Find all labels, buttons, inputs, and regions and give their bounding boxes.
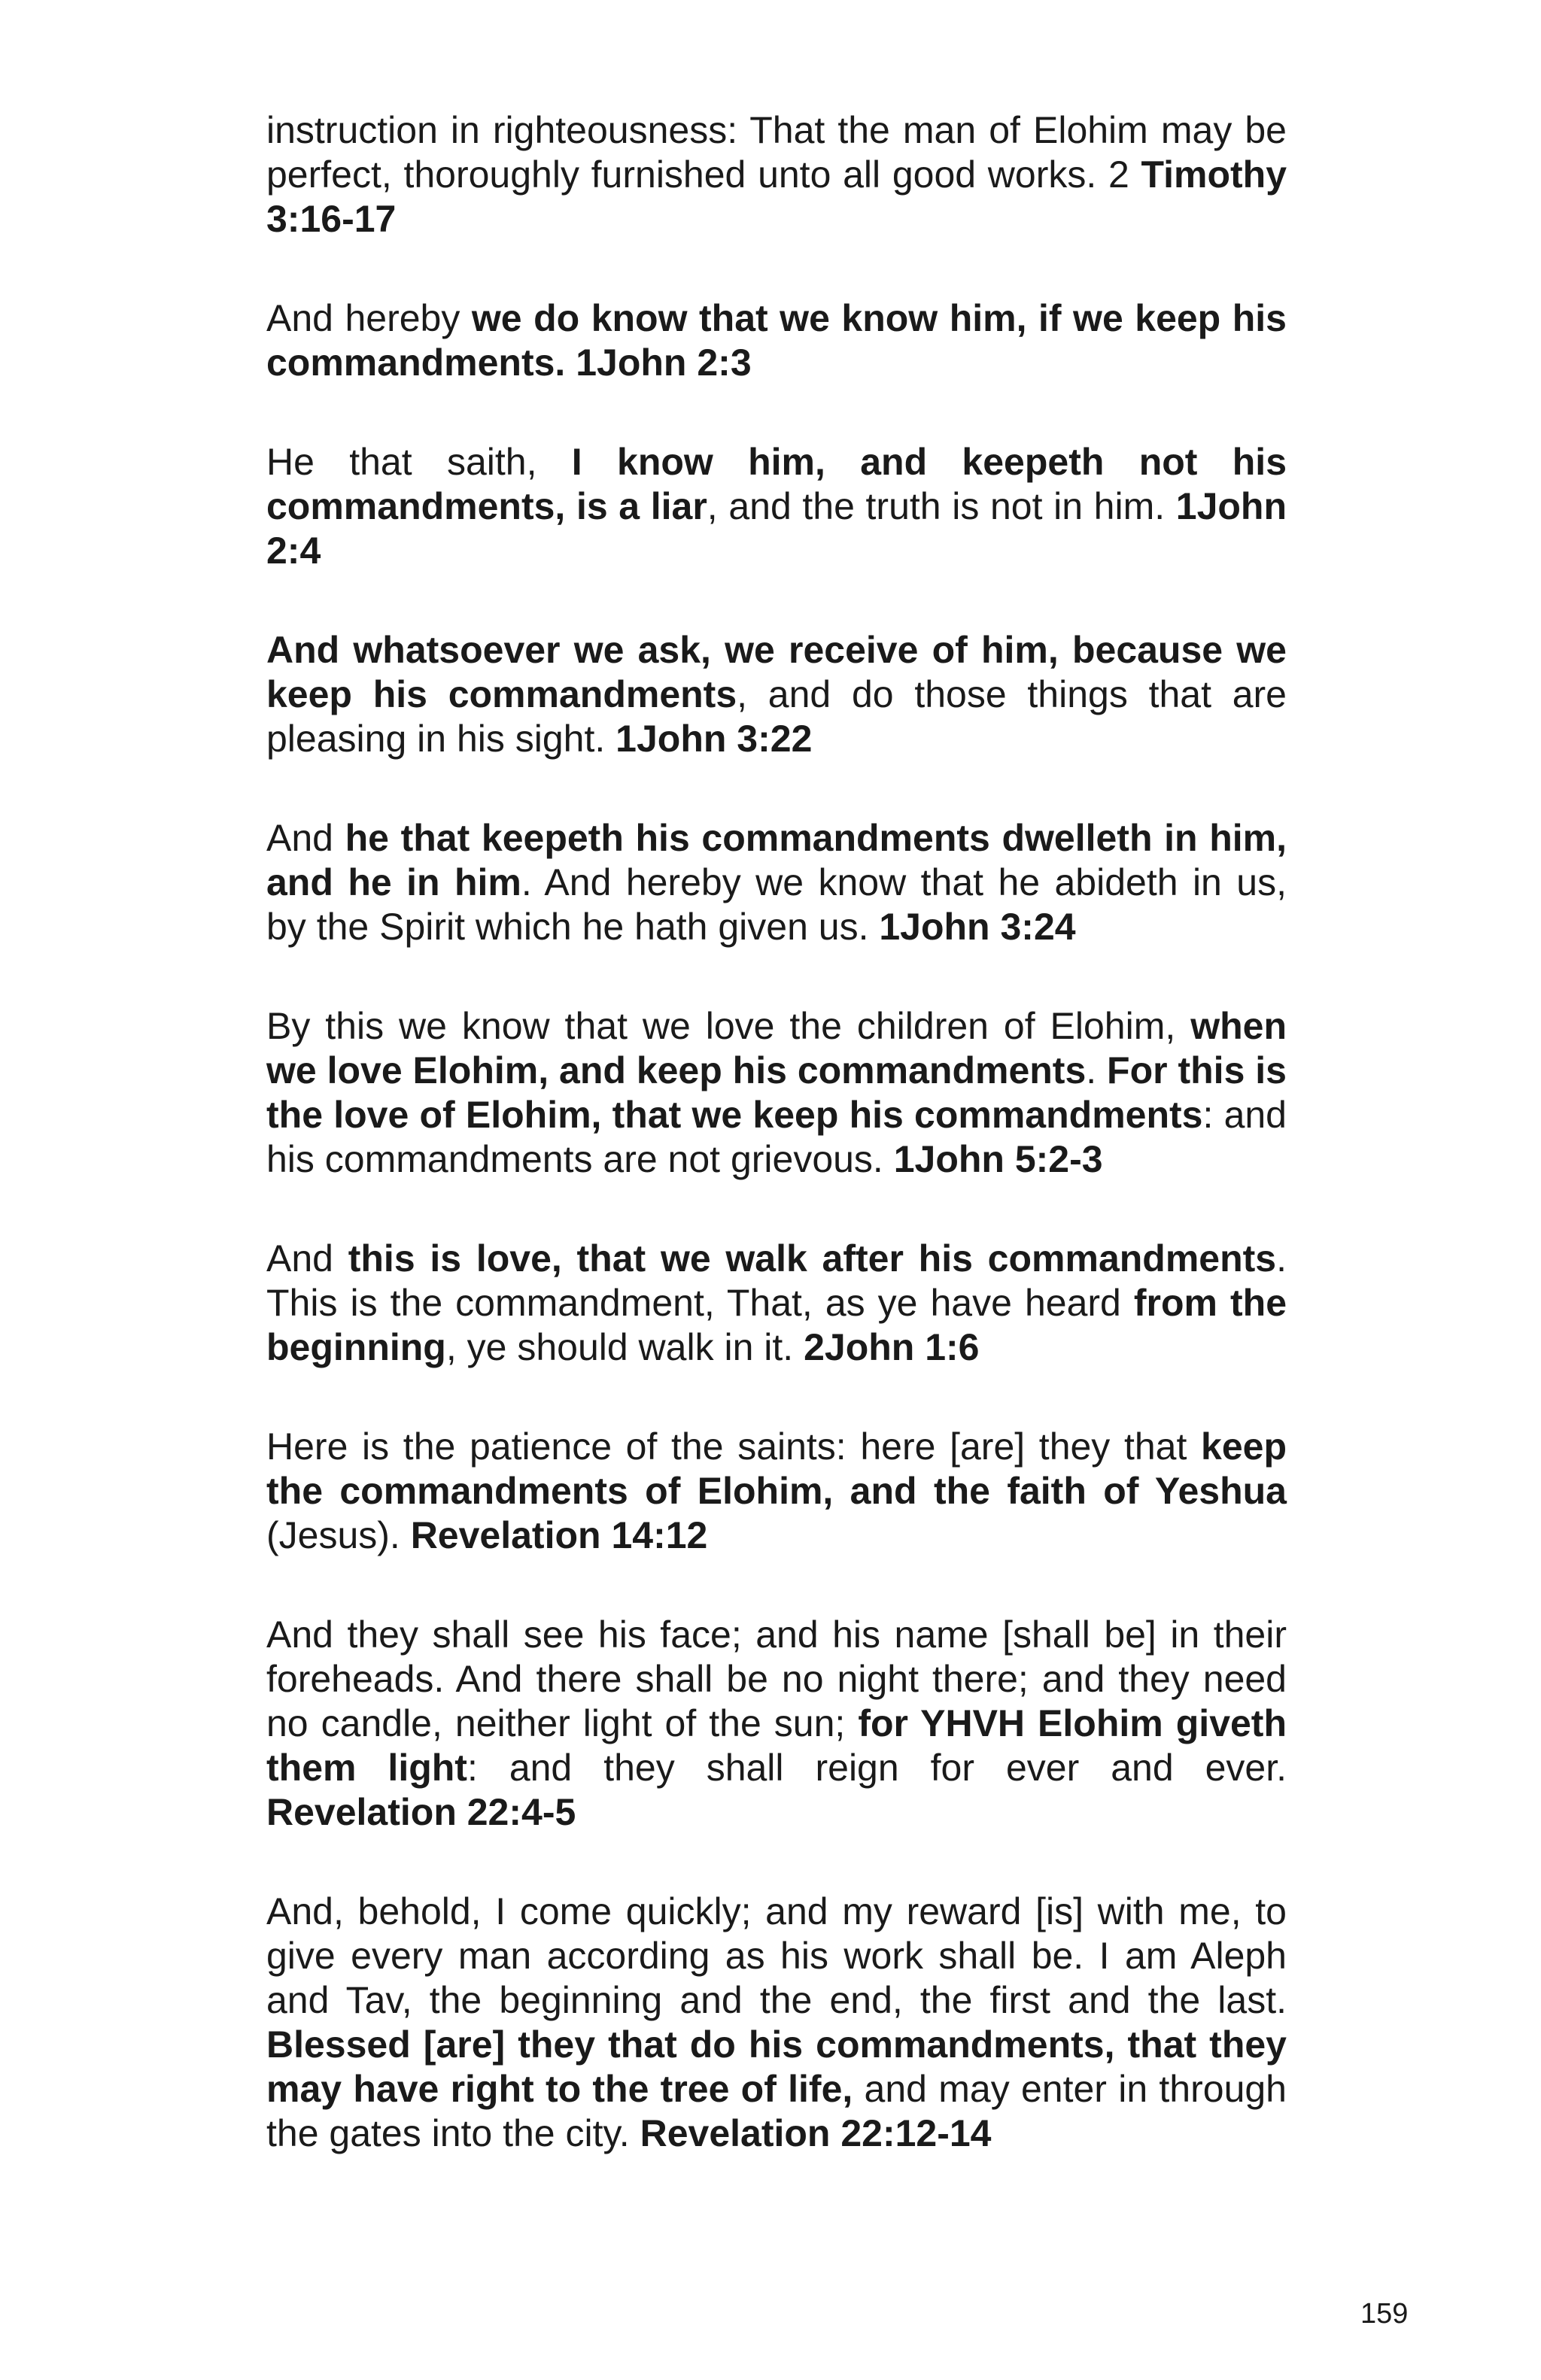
bold-text-run: 1John 3:24 <box>879 906 1076 948</box>
text-run: And <box>266 1237 348 1280</box>
text-run: By this we know that we love the children of Elohim, <box>266 1005 1191 1047</box>
text-run: He that saith, <box>266 441 572 483</box>
page-number: 159 <box>1360 2298 1409 2330</box>
scripture-paragraph <box>266 108 1287 241</box>
bold-text-run: 1John 2:3 <box>576 342 752 384</box>
bold-text-run: Revelation 14:12 <box>410 1514 708 1556</box>
scripture-paragraph <box>266 1237 1287 1370</box>
bold-text-run: for YHVH Elohim giveth them light <box>266 1702 1287 1789</box>
page-body <box>266 108 1287 2211</box>
text-run: Here is the patience of the saints: here [are] they that <box>266 1425 1202 1468</box>
scripture-paragraph <box>266 628 1287 761</box>
scripture-paragraph <box>266 296 1287 385</box>
bold-text-run: he that keepeth his commandments dwelleth in him, and he in him <box>266 817 1287 903</box>
bold-text-run: when we love Elohim, and keep his commandments <box>266 1005 1287 1091</box>
bold-text-run: Blessed [are] they that do his commandments, that they may have right to the tree of life, <box>266 2023 1287 2110</box>
bold-text-run: For this is the love of Elohim, that we keep his commandments <box>266 1049 1287 1136</box>
scripture-paragraph <box>266 1004 1287 1182</box>
bold-text-run: And whatsoever we ask, we receive of him, because we keep his commandments <box>266 629 1287 715</box>
scripture-paragraph <box>266 1613 1287 1835</box>
bold-text-run: keep the commandments of Elohim, and the faith of Yeshua <box>266 1425 1287 1512</box>
text-run: , ye should walk in it. <box>445 1326 804 1368</box>
text-run: And hereby <box>266 297 472 339</box>
text-run: , and do those things that are pleasing in his sight. <box>266 673 1287 760</box>
text-run: . This is the commandment, That, as ye have heard <box>266 1237 1287 1324</box>
bold-text-run: 1John 2:4 <box>266 485 1287 572</box>
bold-text-run: we do know that we know him, if we keep his commandments. <box>266 297 1287 384</box>
text-run: (Jesus). <box>266 1514 411 1556</box>
text-run: instruction in righteousness: That the man of Elohim may be perfect, thoroughly furnished unto all good works. 2 <box>266 109 1287 196</box>
bold-text-run: from the beginning <box>266 1282 1287 1368</box>
bold-text-run: Revelation 22:4-5 <box>266 1791 576 1833</box>
text-run <box>565 342 576 384</box>
scripture-paragraph <box>266 1890 1287 2156</box>
bold-text-run: Timothy 3:16-17 <box>266 153 1287 240</box>
text-run: And, behold, I come quickly; and my reward [is] with me, to give every man according as his work shall be. I am Aleph and Tav, the beginning and the end, the first and the last. <box>266 1890 1287 2021</box>
bold-text-run: Revelation 22:12-14 <box>640 2112 992 2154</box>
text-run: . And hereby we know that he abideth in us, by the Spirit which he hath given us. <box>266 861 1287 948</box>
bold-text-run: 1John 5:2-3 <box>893 1138 1103 1180</box>
text-run: : and his commandments are not grievous. <box>266 1094 1287 1180</box>
bold-text-run: this is love, that we walk after his commandments <box>348 1237 1277 1280</box>
bold-text-run: 1John 3:22 <box>615 718 813 760</box>
text-run: And they shall see his face; and his name [shall be] in their foreheads. And there shall be no night there; and they need no candle, neither light of the sun; <box>266 1613 1287 1744</box>
text-run: and may enter in through the gates into the city. <box>266 2068 1287 2154</box>
scripture-paragraph <box>266 440 1287 573</box>
scripture-paragraph <box>266 1425 1287 1558</box>
scripture-paragraph <box>266 816 1287 949</box>
text-run: . <box>1086 1049 1108 1091</box>
text-run: , and the truth is not in him. <box>707 485 1176 527</box>
bold-text-run: I know him, and keepeth not his commandments, is a liar <box>266 441 1287 527</box>
bold-text-run: 2John 1:6 <box>804 1326 980 1368</box>
text-run: And <box>266 817 345 859</box>
text-run: : and they shall reign for ever and ever. <box>467 1747 1287 1789</box>
